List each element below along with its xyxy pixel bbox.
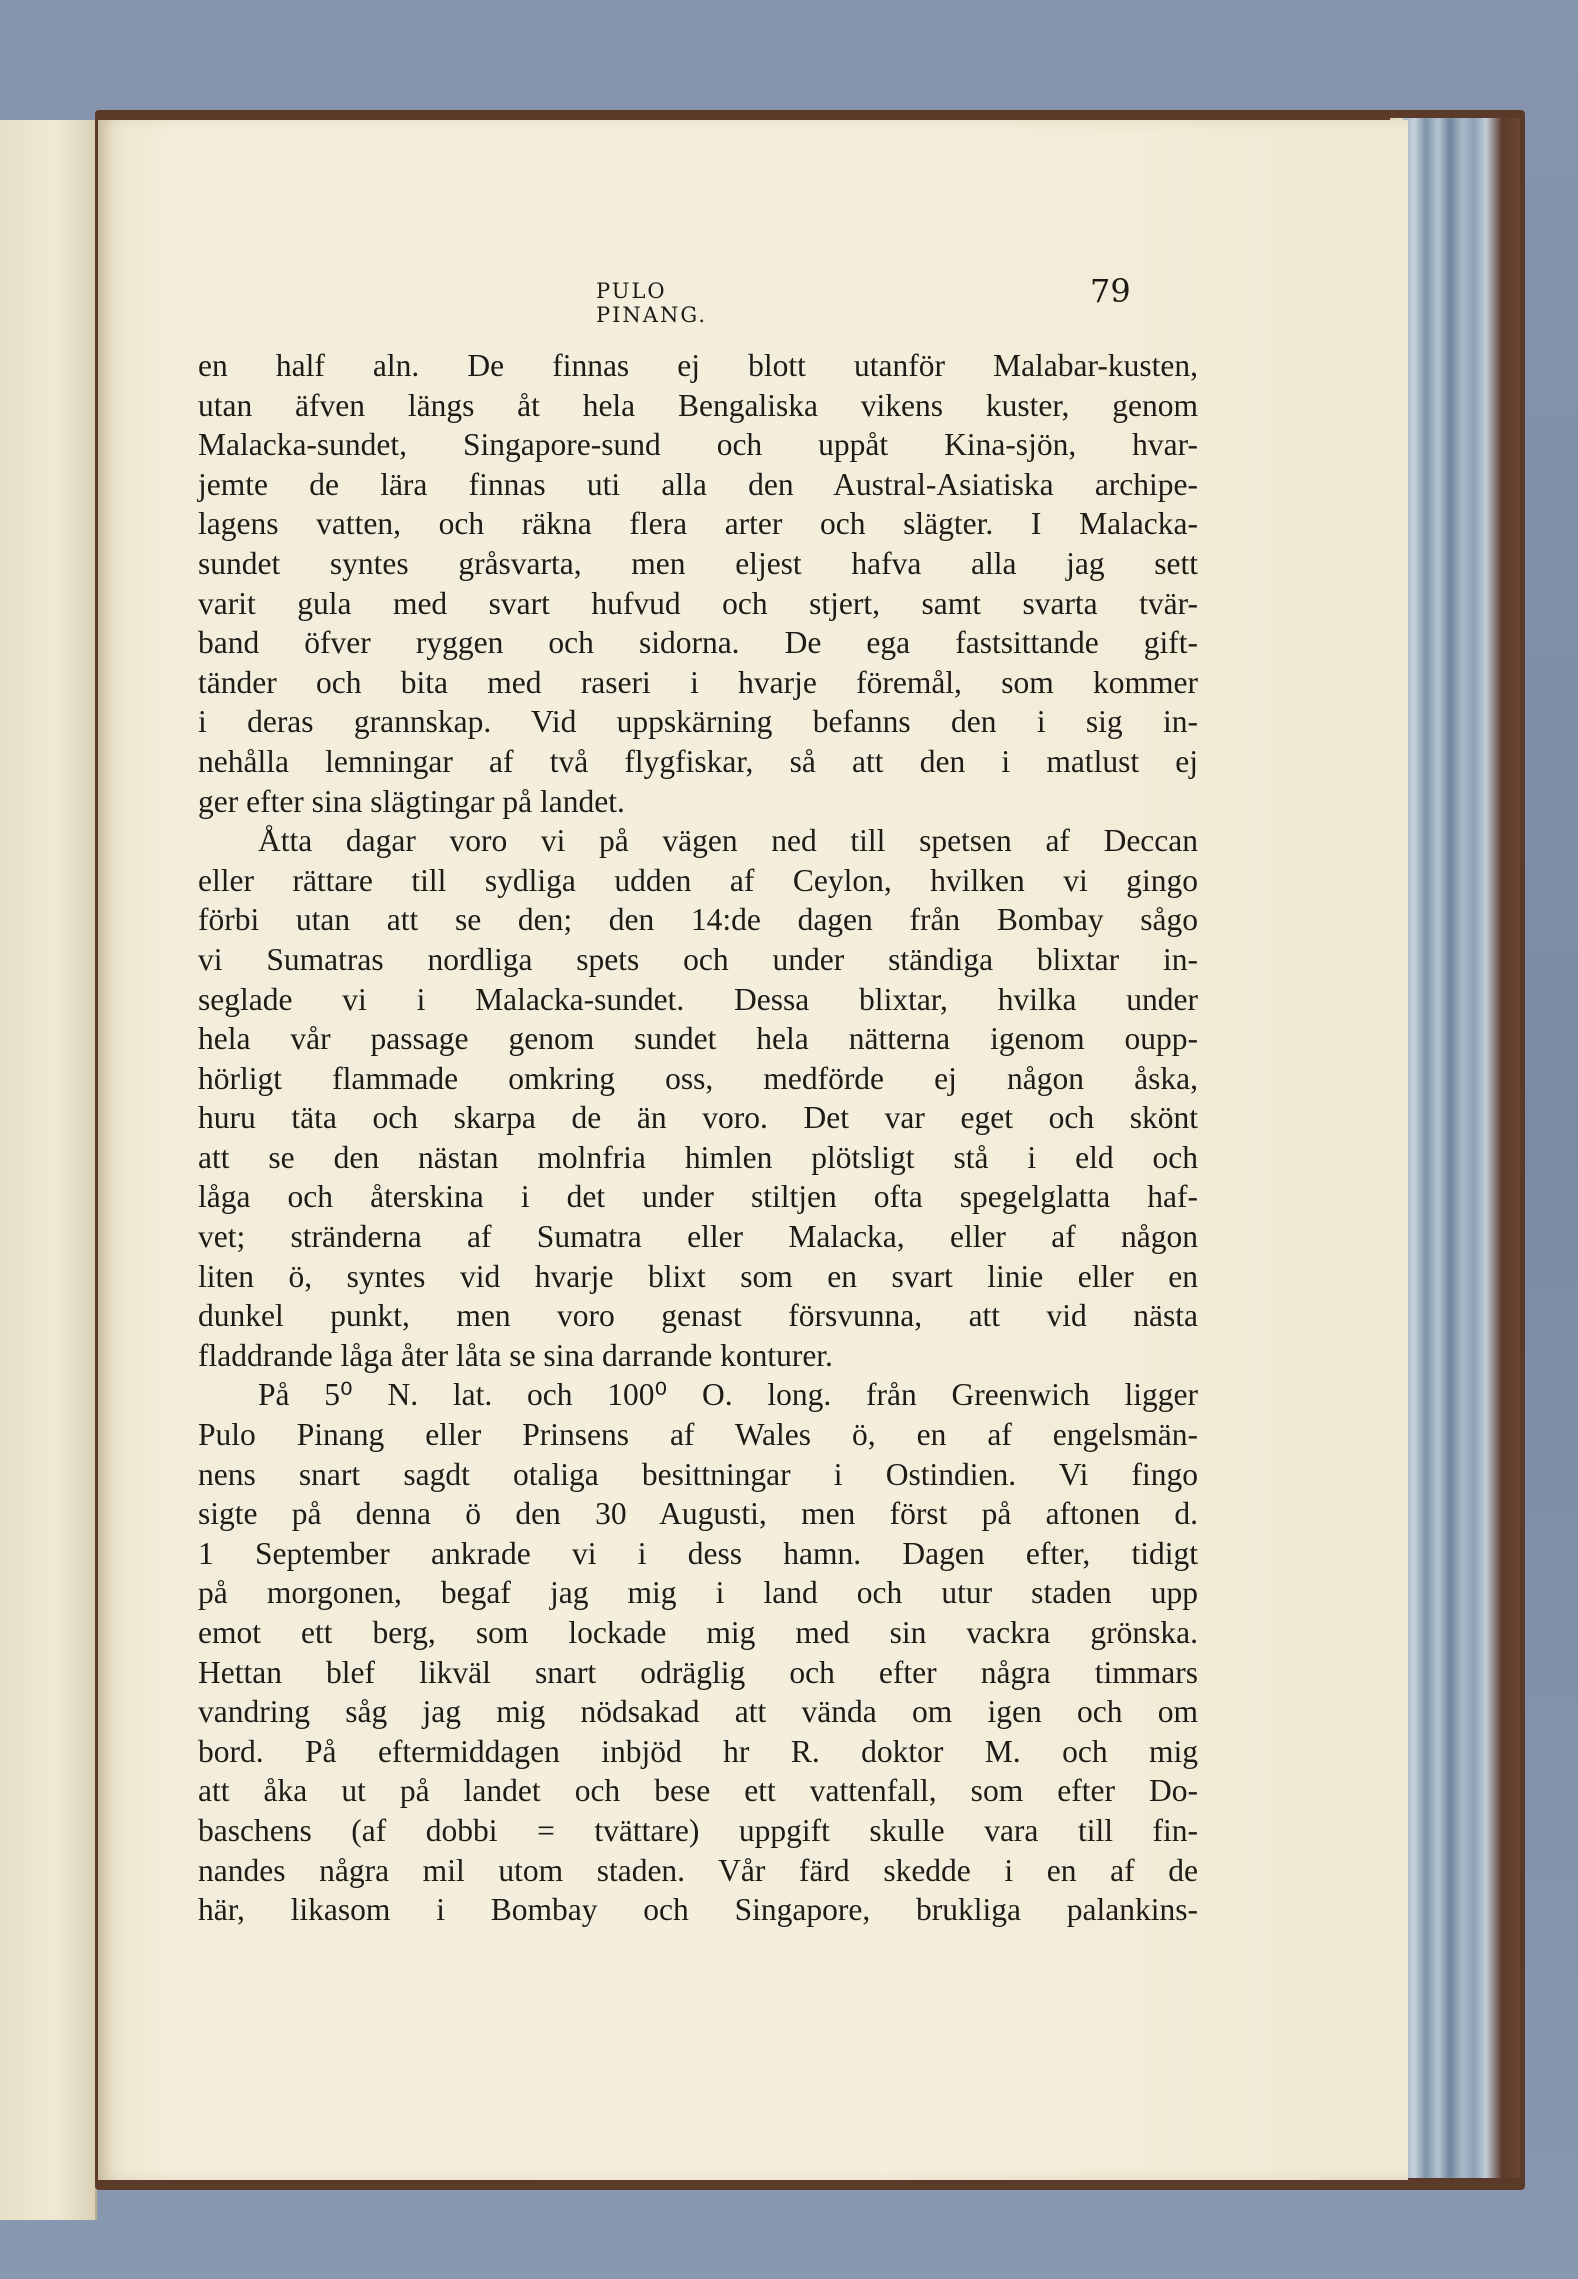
text-line: sundet syntes gråsvarta, men eljest hafva alla jag sett <box>198 545 1198 581</box>
text-line: bord. På eftermiddagen inbjöd hr R. doktor M. och mig <box>198 1733 1198 1769</box>
facing-page-edge <box>0 120 97 2220</box>
text-line: på morgonen, begaf jag mig i land och utur staden upp <box>198 1575 1198 1611</box>
text-line: ger efter sina slägtingar på landet. <box>198 783 625 819</box>
text-line: låga och återskina i det under stiltjen ofta spegelglatta haf- <box>198 1179 1198 1215</box>
text-line: Åtta dagar voro vi på vägen ned till spetsen af Deccan <box>258 823 1198 859</box>
body-text <box>198 346 1198 1930</box>
text-line: huru täta och skarpa de än voro. Det var eget och skönt <box>198 1100 1198 1136</box>
page-block-edge <box>1390 118 1520 2178</box>
text-line: nens snart sagdt otaliga besittningar i Ostindien. Vi fingo <box>198 1456 1198 1492</box>
text-line: Malacka-sundet, Singapore-sund och uppåt Kina-sjön, hvar- <box>198 427 1198 463</box>
text-line: vi Sumatras nordliga spets och under ständiga blixtar in- <box>198 941 1198 977</box>
text-line: fladdrande låga åter låta se sina darrande konturer. <box>198 1337 833 1373</box>
text-line: emot ett berg, som lockade mig med sin vackra grönska. <box>198 1615 1198 1650</box>
text-line: eller rättare till sydliga udden af Ceylon, hvilken vi gingo <box>198 862 1198 898</box>
text-line: nehålla lemningar af två flygfiskar, så att den i matlust ej <box>198 743 1198 779</box>
text-line: hörligt flammade omkring oss, medförde ej någon åska, <box>198 1060 1198 1096</box>
text-line: tänder och bita med raseri i hvarje föremål, som kommer <box>198 664 1198 700</box>
text-line: hela vår passage genom sundet hela nätterna igenom oupp- <box>198 1021 1198 1057</box>
text-line: På 5⁰ N. lat. och 100⁰ O. long. från Greenwich ligger <box>258 1377 1198 1413</box>
text-line: att se den nästan molnfria himlen plötsligt stå i eld och <box>198 1139 1198 1175</box>
text-line: baschens (af dobbi = tvättare) uppgift skulle vara till fin- <box>198 1812 1198 1848</box>
text-line: varit gula med svart hufvud och stjert, samt svarta tvär- <box>198 585 1198 621</box>
text-line: vandring såg jag mig nödsakad att vända om igen och om <box>198 1694 1198 1730</box>
text-line: i deras grannskap. Vid uppskärning befanns den i sig in- <box>198 704 1198 740</box>
page-number: 79 <box>1090 272 1131 310</box>
text-line: dunkel punkt, men voro genast försvunna, att vid nästa <box>198 1298 1198 1334</box>
text-line: lagens vatten, och räkna flera arter och slägter. I Malacka- <box>198 506 1198 542</box>
text-line: här, likasom i Bombay och Singapore, brukliga palankins- <box>198 1892 1198 1928</box>
text-line: 1 September ankrade vi i dess hamn. Dagen efter, tidigt <box>198 1535 1198 1571</box>
text-line: utan äfven längs åt hela Bengaliska vikens kuster, genom <box>198 387 1198 423</box>
running-head: PULO PINANG. <box>596 279 708 327</box>
text-line: Pulo Pinang eller Prinsens af Wales ö, en af engelsmän- <box>198 1417 1198 1453</box>
text-line: Hettan blef likväl snart odräglig och efter några timmars <box>198 1654 1198 1690</box>
text-line: att åka ut på landet och bese ett vattenfall, som efter Do- <box>198 1773 1198 1809</box>
text-line: jemte de lära finnas uti alla den Austral-Asiatiska archipe- <box>198 466 1198 502</box>
text-line: vet; stränderna af Sumatra eller Malacka, eller af någon <box>198 1219 1198 1255</box>
text-line: seglade vi i Malacka-sundet. Dessa blixtar, hvilka under <box>198 981 1198 1017</box>
text-line: band öfver ryggen och sidorna. De ega fastsittande gift- <box>198 625 1198 661</box>
text-line: liten ö, syntes vid hvarje blixt som en svart linie eller en <box>198 1258 1198 1294</box>
text-line: nandes några mil utom staden. Vår färd skedde i en af de <box>198 1852 1198 1888</box>
text-line: förbi utan att se den; den 14:de dagen från Bombay sågo <box>198 902 1198 938</box>
text-line: en half aln. De finnas ej blott utanför Malabar-kusten, <box>198 348 1198 383</box>
text-line: sigte på denna ö den 30 Augusti, men först på aftonen d. <box>198 1496 1198 1532</box>
